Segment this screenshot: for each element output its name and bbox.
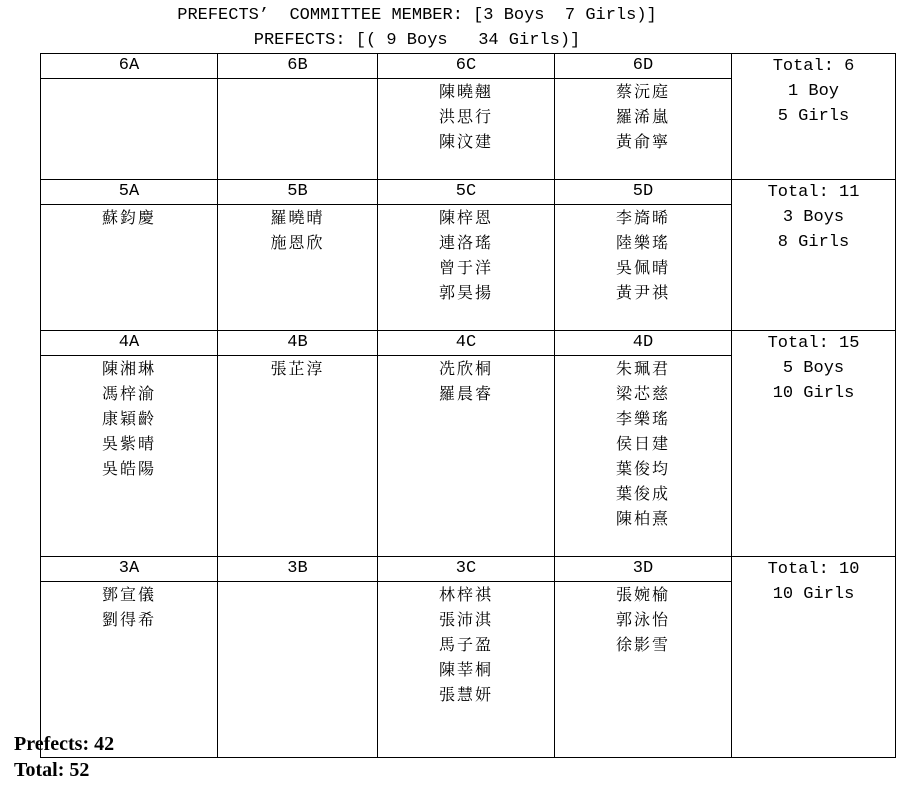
member-name: 陳湘琳 [101,359,156,378]
member-name: 張芷淳 [270,359,325,378]
class-members-cell [378,582,555,758]
class-members-cell [555,205,732,331]
class-label: 4C [378,331,555,356]
total-line: 10 Girls [772,585,855,604]
grand-total: Total: 52 [14,759,90,781]
member-name: 葉俊成 [615,484,670,503]
form-total-cell [732,180,896,331]
member-name: 蘇鈞慶 [101,208,156,227]
member-name: 陳柏熹 [615,509,670,528]
class-members-cell [378,79,555,180]
class-label: 5D [555,180,732,205]
class-header-row [41,54,896,79]
class-members-cell [378,356,555,557]
member-name: 朱珮君 [615,359,670,378]
member-name: 羅曉晴 [270,208,325,227]
class-label: 5C [378,180,555,205]
member-name: 張沛淇 [438,610,493,629]
member-name: 陳曉翹 [438,82,493,101]
member-name: 郭昊揚 [438,283,493,302]
class-label: 5B [218,180,378,205]
form-total-cell [732,54,896,180]
class-label: 4D [555,331,732,356]
class-label: 6B [218,54,378,79]
member-name: 蔡沅庭 [615,82,670,101]
class-label: 3C [378,557,555,582]
member-name: 康穎齡 [101,409,156,428]
member-name: 張婉榆 [615,585,670,604]
class-members-cell [555,79,732,180]
class-members-cell [555,356,732,557]
total-line: 3 Boys [782,208,845,227]
class-label: 3B [218,557,378,582]
class-label: 3A [41,557,218,582]
member-name: 鄧宣儀 [101,585,156,604]
member-name: 施恩欣 [270,233,325,252]
member-name: 馬子盈 [438,635,493,654]
total-line: 5 Boys [782,359,845,378]
class-members-cell [41,79,218,180]
class-label: 5A [41,180,218,205]
member-name: 吳紫晴 [101,434,156,453]
member-name: 陸樂瑤 [615,233,670,252]
member-name: 黃尹祺 [615,283,670,302]
class-members-cell [378,205,555,331]
form-total-cell [732,331,896,557]
member-name: 劉得希 [101,610,156,629]
member-name: 羅晨睿 [438,384,493,403]
class-members-cell [41,205,218,331]
member-name: 吳皓陽 [101,459,156,478]
member-name: 連洛瑤 [438,233,493,252]
class-label: 6A [41,54,218,79]
class-label: 6C [378,54,555,79]
class-label: 3D [555,557,732,582]
total-line: Total: 10 [767,560,860,579]
member-name: 李樂瑤 [615,409,670,428]
member-name: 侯日建 [615,434,670,453]
member-name: 李旖晞 [615,208,670,227]
total-line: Total: 11 [767,183,860,202]
total-line: 10 Girls [772,384,855,403]
class-header-row [41,180,896,205]
class-members-cell [41,356,218,557]
total-line: 1 Boy [787,82,839,101]
total-line: 8 Girls [777,233,850,252]
prefects-table [40,53,896,758]
class-members-cell [218,582,378,758]
member-name: 陳梓恩 [438,208,493,227]
class-members-cell [555,582,732,758]
member-name: 吳佩晴 [615,258,670,277]
class-members-cell [218,205,378,331]
committee-heading: PREFECTS’ COMMITTEE MEMBER: [3 Boys 7 Girls)] [177,6,657,25]
member-name: 黃俞寧 [615,132,670,151]
member-name: 張慧妍 [438,685,493,704]
member-name: 羅浠嵐 [615,107,670,126]
class-header-row [41,557,896,582]
member-name: 冼欣桐 [438,359,493,378]
member-name: 陳汶建 [438,132,493,151]
total-line: 5 Girls [777,107,850,126]
class-label: 4B [218,331,378,356]
form-total-cell [732,557,896,758]
member-name: 梁芯慈 [615,384,670,403]
member-name: 郭泳怡 [615,610,670,629]
class-members-cell [218,356,378,557]
class-header-row [41,331,896,356]
class-label: 4A [41,331,218,356]
total-line: Total: 15 [767,334,860,353]
class-members-cell [218,79,378,180]
member-name: 洪思行 [438,107,493,126]
member-name: 陳莘桐 [438,660,493,679]
prefects-heading: PREFECTS: [( 9 Boys 34 Girls)] [253,31,581,50]
member-name: 馮梓渝 [101,384,156,403]
prefects-count: Prefects: 42 [14,733,115,755]
member-name: 葉俊均 [615,459,670,478]
member-name: 曾于洋 [438,258,493,277]
class-label: 6D [555,54,732,79]
member-name: 林梓祺 [438,585,493,604]
member-name: 徐影雪 [615,635,670,654]
total-line: Total: 6 [772,57,855,76]
